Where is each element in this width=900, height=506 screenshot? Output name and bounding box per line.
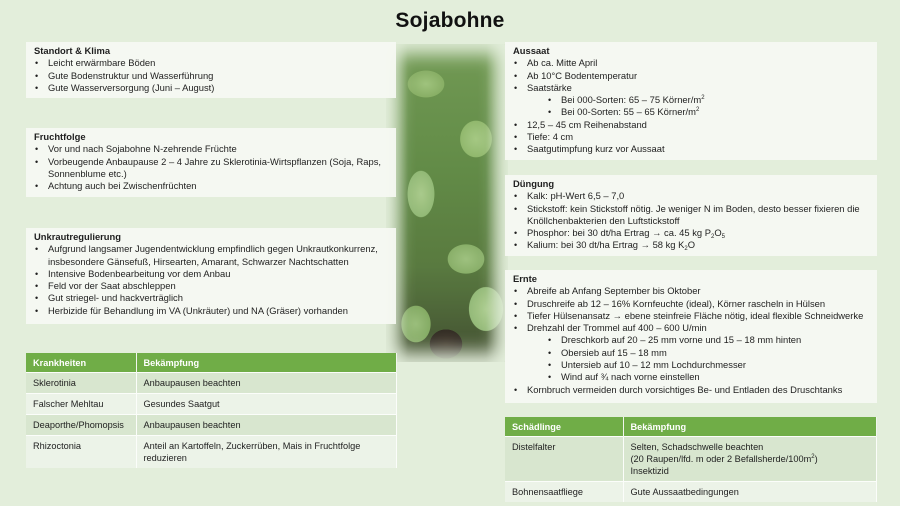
list-item: • Ab ca. Mitte April xyxy=(513,57,870,69)
table-cell: Deaporthe/Phomopsis xyxy=(26,415,136,436)
table-row xyxy=(505,482,877,503)
table-cell: Gesundes Saatgut xyxy=(136,394,397,415)
list-subitem: • Obersieb auf 15 – 18 mm xyxy=(513,347,870,359)
list-item: • Herbizide für Behandlung im VA (Unkräuter) und NA (Gräser) vorhanden xyxy=(34,305,389,317)
table-cell: Rhizoctonia xyxy=(26,436,136,469)
list-item: • 12,5 – 45 cm Reihenabstand xyxy=(513,119,870,131)
section-ernte xyxy=(505,270,877,403)
list-item: • Aufgrund langsamer Jugendentwicklung empfindlich gegen Unkrautkonkurrenz, insbesondere Gänsefuß, Hirsearten, Amarant, Schwarzer Nachtschatten xyxy=(34,243,389,268)
list-item: • Intensive Bodenbearbeitung vor dem Anbau xyxy=(34,268,389,280)
list-item: • Gute Bodenstruktur und Wasserführung xyxy=(34,70,389,82)
table-cell: Anbaupausen beachten xyxy=(136,415,397,436)
list-item: • Kornbruch vermeiden durch vorsichtiges Be- und Entladen des Druschtanks xyxy=(513,384,870,396)
table-cell: Distelfalter xyxy=(505,437,623,482)
list-item: • Gute Wasserversorgung (Juni – August) xyxy=(34,82,389,94)
table-header: Bekämpfung xyxy=(136,353,397,373)
section-heading: Unkrautregulierung xyxy=(34,231,121,242)
list-subitem: • Wind auf ¾ nach vorne einstellen xyxy=(513,371,870,383)
list-subitem: • Dreschkorb auf 20 – 25 mm vorne und 15 – 18 mm hinten xyxy=(513,334,870,346)
schaedlinge-table xyxy=(505,417,877,502)
table-header: Bekämpfung xyxy=(623,417,877,437)
list-item: • Vor und nach Sojabohne N-zehrende Früchte xyxy=(34,143,389,155)
page-title: Sojabohne xyxy=(395,9,505,32)
list-subitem: • Untersieb auf 10 – 12 mm Lochdurchmesser xyxy=(513,359,870,371)
table-row xyxy=(26,373,397,394)
section-duengung xyxy=(505,175,877,256)
section-unkrautregulierung xyxy=(26,228,396,324)
table-row xyxy=(505,437,877,482)
list-item: • Feld vor der Saat abschleppen xyxy=(34,280,389,292)
list-item: • Kalk: pH-Wert 6,5 – 7,0 xyxy=(513,190,870,202)
list-item: • Vorbeugende Anbaupause 2 – 4 Jahre zu Sklerotinia-Wirtspflanzen (Soja, Raps, Sonnenblume etc.) xyxy=(34,156,389,181)
section-heading: Aussaat xyxy=(513,45,550,56)
table-cell: Bohnensaatfliege xyxy=(505,482,623,503)
table-cell: Gute Aussaatbedingungen xyxy=(623,482,877,503)
table-header: Krankheiten xyxy=(26,353,136,373)
krankheiten-table xyxy=(26,353,397,468)
section-fruchtfolge xyxy=(26,128,396,197)
section-heading: Ernte xyxy=(513,273,537,284)
list-item: • Druschreife ab 12 – 16% Kornfeuchte (ideal), Körner rascheln in Hülsen xyxy=(513,298,870,310)
list-item: • Gut striegel- und hackverträglich xyxy=(34,292,389,304)
list-item: • Ab 10°C Bodentemperatur xyxy=(513,70,870,82)
table-row xyxy=(26,394,397,415)
list-item: • Tiefe: 4 cm xyxy=(513,131,870,143)
section-standort-klima xyxy=(26,42,396,98)
section-aussaat xyxy=(505,42,877,160)
table-row xyxy=(26,415,397,436)
table-cell: Anteil an Kartoffeln, Zuckerrüben, Mais in Fruchtfolge reduzieren xyxy=(136,436,397,469)
list-subitem: • Bei 000-Sorten: 65 – 75 Körner/$m^2$ xyxy=(513,94,870,106)
section-heading: Fruchtfolge xyxy=(34,131,86,142)
table-cell: Sklerotinia xyxy=(26,373,136,394)
list-item: • Saatgutimpfung kurz vor Aussaat xyxy=(513,143,870,155)
table-cell: Falscher Mehltau xyxy=(26,394,136,415)
table-cell: Anbaupausen beachten xyxy=(136,373,397,394)
list-item: • Stickstoff: kein Stickstoff nötig. Je weniger N im Boden, desto besser fixieren die Knöllchenbakterien den Luftstickstoff xyxy=(513,203,870,228)
list-item: • Leicht erwärmbare Böden xyxy=(34,57,389,69)
table-row xyxy=(26,436,397,469)
section-heading: Standort & Klima xyxy=(34,45,111,56)
list-item: • Tiefer Hülsenansatz → ebene steinfreie Fläche nötig, ideal flexible Schneidwerke xyxy=(513,310,870,322)
list-item: • Achtung auch bei Zwischenfrüchten xyxy=(34,180,389,192)
table-header: Schädlinge xyxy=(505,417,623,437)
list-item: • Abreife ab Anfang September bis Oktober xyxy=(513,285,870,297)
list-item: • Phosphor: bei 30 dt/ha Ertrag → ca. 45 kg $P_2O_5$ xyxy=(513,227,870,239)
soybean-plant-photo xyxy=(386,44,508,362)
list-subitem: • Bei 00-Sorten: 55 – 65 Körner/$m^2$ xyxy=(513,106,870,118)
section-heading: Düngung xyxy=(513,178,555,189)
list-item: • Drehzahl der Trommel auf 400 – 600 U/min xyxy=(513,322,870,334)
list-item: • Kalium: bei 30 dt/ha Ertrag → 58 kg $K_2O$ xyxy=(513,239,870,251)
list-item: • Saatstärke xyxy=(513,82,870,94)
table-cell: Selten, Schadschwelle beachten (20 Raupen/lfd. m oder 2 Befallsherde/$100m^2$) Insektizid xyxy=(623,437,877,482)
